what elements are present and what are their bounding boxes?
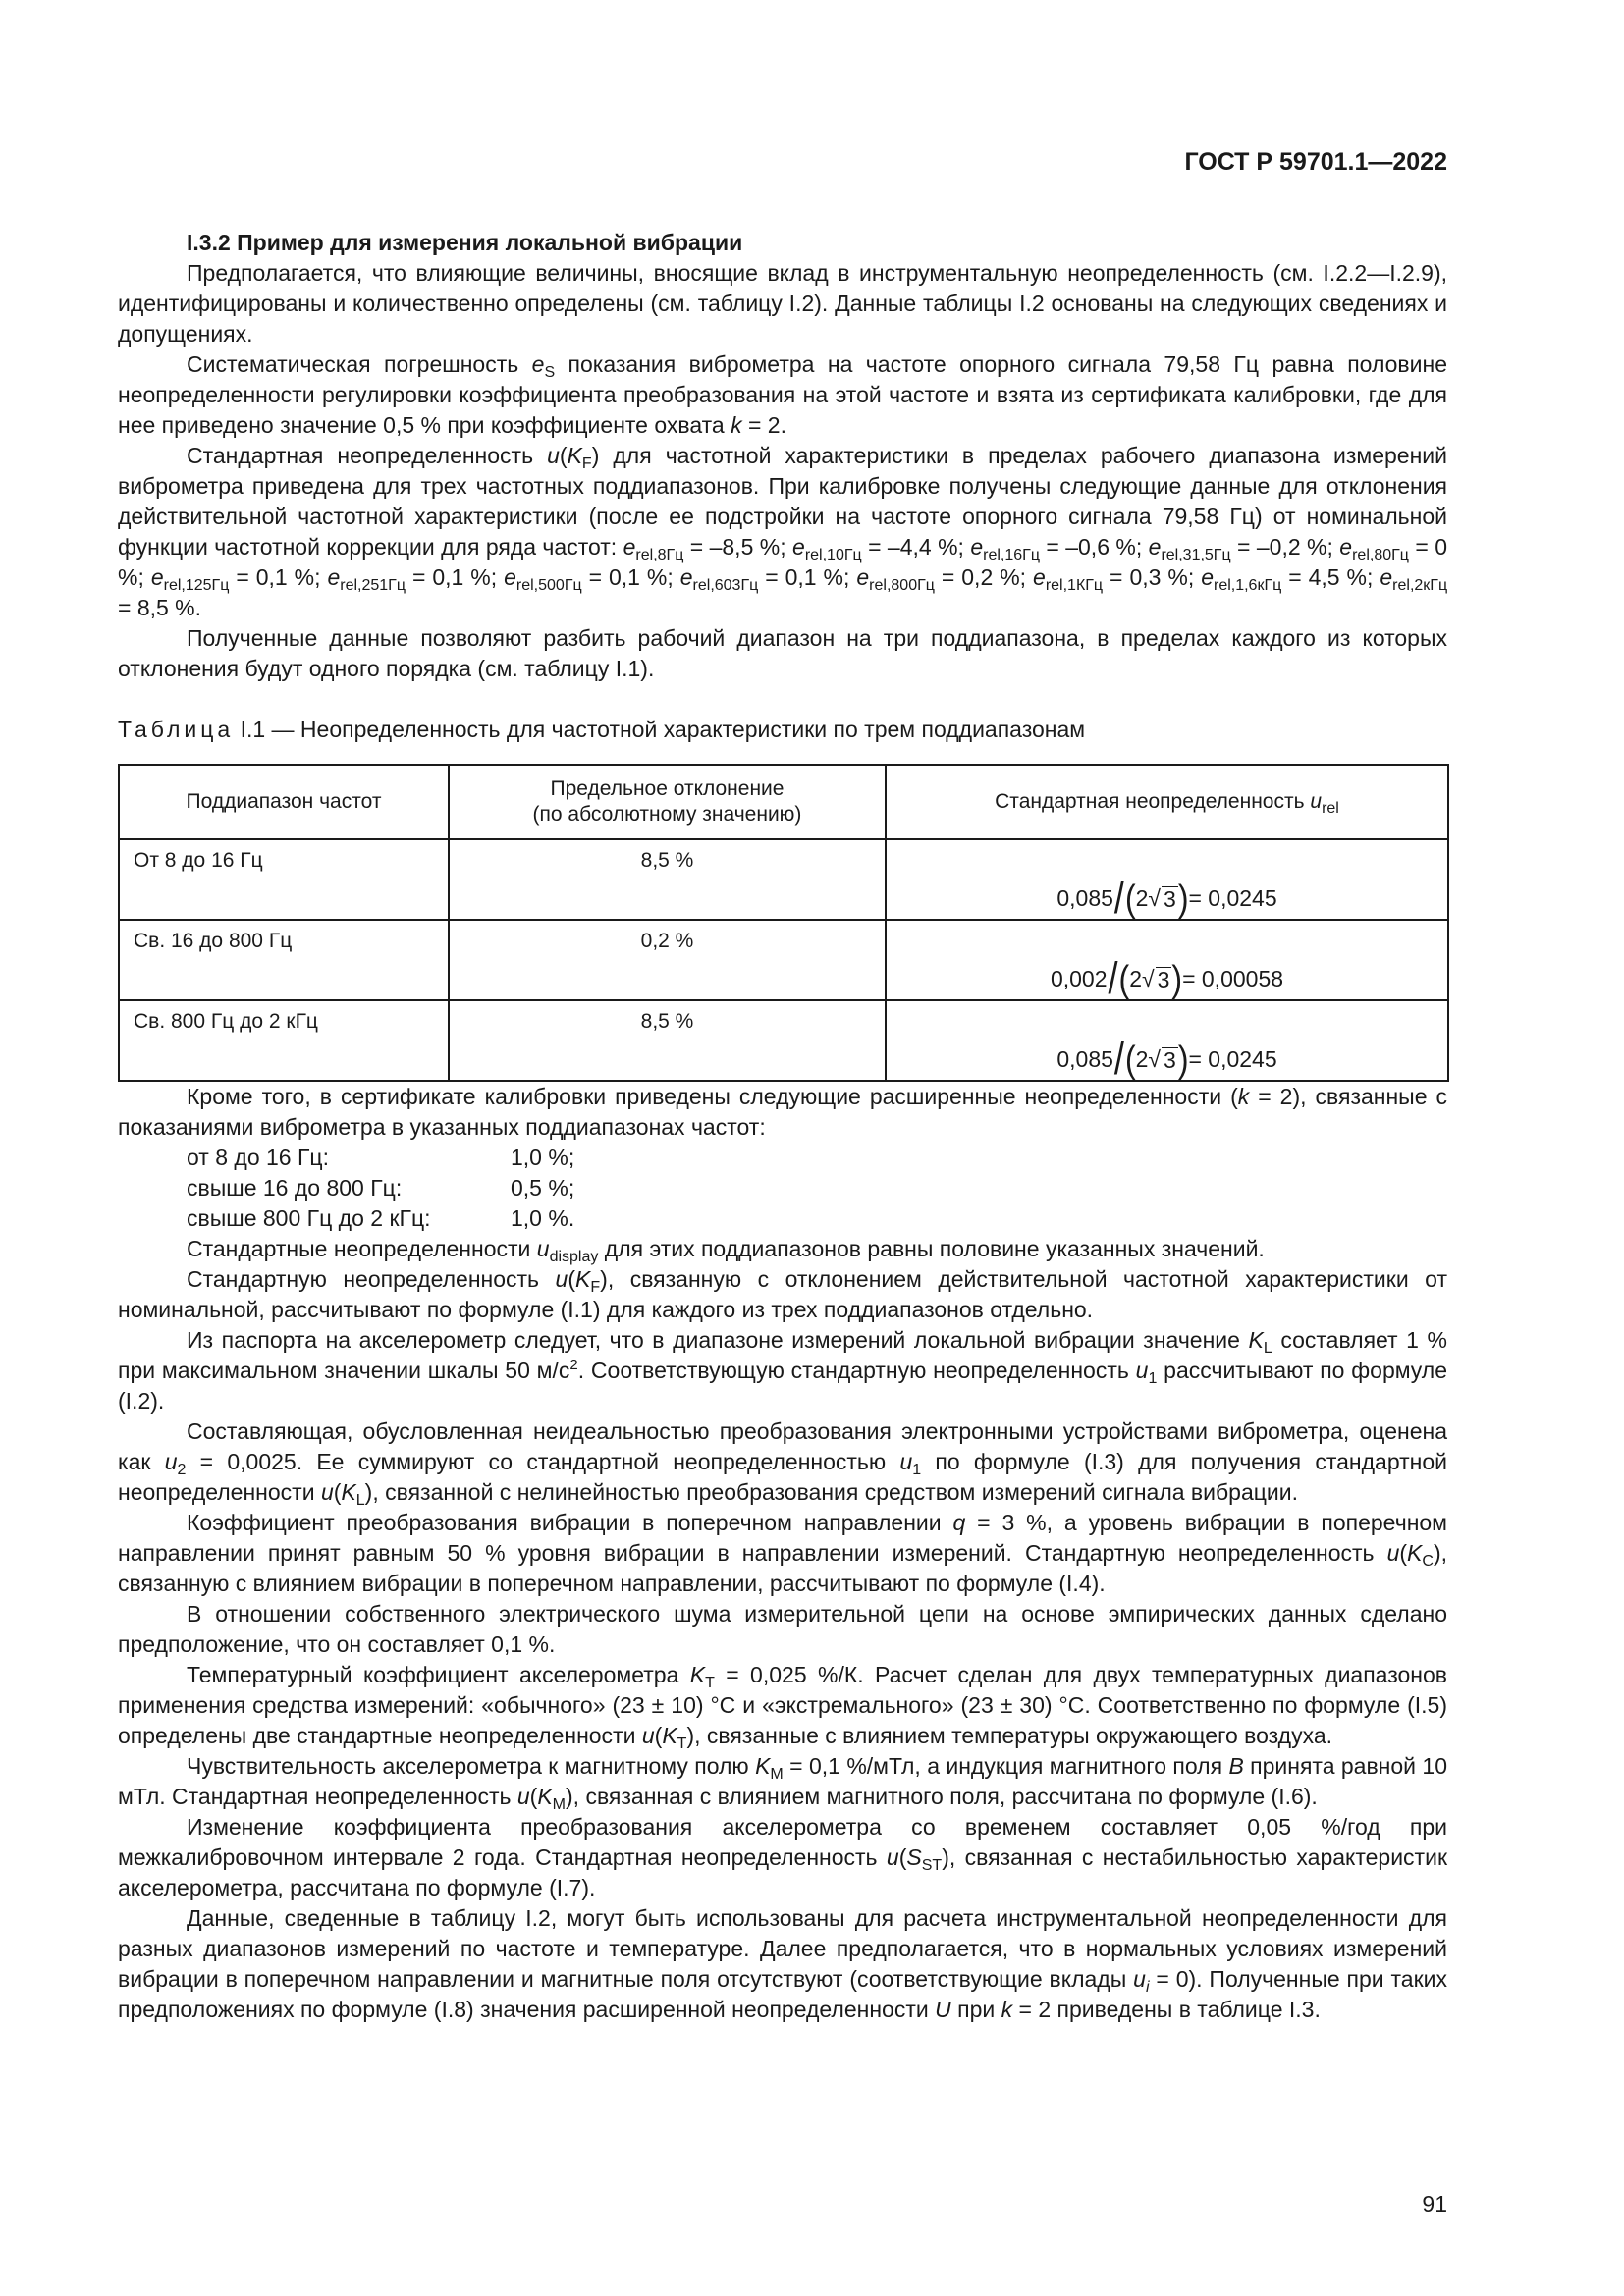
list-item: свыше 16 до 800 Гц: 0,5 %; <box>187 1175 575 1201</box>
deviation-item: $e_{rel,603Гц} = 0,1$ % <box>679 564 844 594</box>
deviation-item: $e_{rel,125Гц} = 0,1$ % <box>150 564 315 594</box>
cell-range: От 8 до 16 Гц <box>119 839 449 920</box>
table-caption: Таблица I.1 — Неопределенность для частотной характеристики по трем поддиапазонам <box>118 717 1086 742</box>
paragraph-transverse-vibration: Коэффициент преобразования вибрации в поперечном направлении q = 3 %, а уровень вибрации в поперечном направлении принят равным 50 % уровня вибрации в направлении измерений. Стандартную неопределенность $u(K_C)$, связанную с влиянием вибрации в поперечном направлении, рассчитывают по формуле (I.4). <box>118 1510 1447 1596</box>
table-header-row <box>119 765 1448 839</box>
page-number: 91 <box>1422 2191 1447 2216</box>
paragraph-stability: Изменение коэффициента преобразования акселерометра со временем составляет 0,05 %/год при межкалибровочном интервале 2 года. Стандартная неопределенность $u(S_{ST})$, связанная с нестабильностью характеристик акселерометра, рассчитана по формуле (I.7). <box>118 1814 1448 1900</box>
table-row <box>119 839 1448 920</box>
subrange-list <box>187 1143 1447 1234</box>
deviation-item: $e_{rel,251Гц} = 0,1$ % <box>327 564 491 594</box>
section-title: I.3.2 Пример для измерения локальной вибрации <box>187 230 743 255</box>
cell-deviation: 8,5 % <box>449 839 886 920</box>
cell-formula: 0,085 / ( 2 √ 3 ) = 0,0245 <box>886 839 1448 920</box>
cell-formula: 0,002 / ( 2 √ 3 ) = 0,00058 <box>886 920 1448 1000</box>
deviation-item: $e_{rel,16Гц} = -0,6$ % <box>970 534 1136 563</box>
deviation-item: $e_{rel,2кГц} = 8,5$ % <box>118 564 1448 620</box>
cell-formula: 0,085 / ( 2 √ 3 ) = 0,0245 <box>886 1000 1448 1081</box>
cell-deviation: 0,2 % <box>449 920 886 1000</box>
paragraph-frequency-response: Стандартная неопределенность $u(K_F)$ для частотной характеристики в пределах рабочего диапазона измерений виброметра приведена для трех частотных поддиапазонов. При калибровке получены следующие данные для отклонения действительной частотной характеристики (после ее подстройки на частоте опорного сигнала 79,58 Гц) от номинальной функции частотной коррекции для ряда частот: $e_{rel,8Гц} = -8,5$ %; $e_{rel,10Гц} = -4,4$ %; $e_{rel,16Гц} = -0,6$ %; $e_{rel,31,5Гц} = -0,2$ %; $e_{rel,80Гц} = 0$ %; $e_{rel,125Гц} = 0,1$ %; $e_{rel,251Гц} = 0,1$ %; $e_{rel,500Гц} = 0,1$ %; $e_{rel,603Гц} = 0,1$ %; $e_{rel,800Гц} = 0,2$ %; $e_{rel,1КГц} = 0,3$ %; $e_{rel,1,6кГц} = 4,5$ %; $e_{rel,2кГц} = 8,5$ %. <box>118 443 1448 620</box>
cell-range: Св. 16 до 800 Гц <box>119 920 449 1000</box>
standard-number: ГОСТ Р 59701.1—2022 <box>1184 148 1447 176</box>
list-item: от 8 до 16 Гц: 1,0 %; <box>187 1145 575 1170</box>
cell-range: Св. 800 Гц до 2 кГц <box>119 1000 449 1081</box>
deviation-item: $e_{rel,31,5Гц} = -0,2$ % <box>1148 534 1327 563</box>
paragraph-accelerometer-passport: Из паспорта на акселерометр следует, что в диапазоне измерений локальной вибрации значение $K_L$ составляет 1 % при максимальном значении шкалы 50 $м/с^2$. Соответствующую стандартную неопределенность $u_1$ рассчитывают по формуле (I.2). <box>118 1327 1448 1414</box>
header-standard-uncertainty: Стандартная неопределенность $u_{rel}$ <box>886 765 1448 839</box>
paragraph-systematic-error: Систематическая погрешность $e_S$ показания виброметра на частоте опорного сигнала 79,58 Гц равна половине неопределенности регулировки коэффициента преобразования на этой частоте и взята из сертификата калибровки, где для нее приведено значение 0,5 % при коэффициенте охвата k = 2. <box>118 351 1447 438</box>
header-frequency-subrange: Поддиапазон частот <box>119 765 449 839</box>
uncertainty-table <box>118 764 1449 1082</box>
deviation-item: $e_{rel,800Гц} = 0,2$ % <box>856 564 1020 594</box>
paragraph-expanded-uncertainties: Кроме того, в сертификате калибровки приведены следующие расширенные неопределенности (k = 2), связанные с показаниями виброметра в указанных поддиапазонах частот: <box>118 1084 1448 1140</box>
list-item: свыше 800 Гц до 2 кГц: 1,0 %. <box>187 1205 575 1231</box>
table-row <box>119 920 1448 1000</box>
paragraph-electrical-noise: В отношении собственного электрического шума измерительной цепи на основе эмпирических данных сделано предположение, что он составляет 0,1 %. <box>118 1601 1447 1657</box>
header-limit-deviation: Предельное отклонение (по абсолютному значению) <box>449 765 886 839</box>
deviation-item: $e_{rel,1,6кГц} = 4,5$ % <box>1201 564 1368 594</box>
paragraph-magnetic-field: Чувствительность акселерометра к магнитному полю $K_M = 0,1$ %/мТл, а индукция магнитного поля B принята равной 10 мТл. Стандартная неопределенность $u(K_M)$, связанная с влиянием магнитного поля, рассчитана по формуле (I.6). <box>118 1753 1447 1813</box>
paragraph-subranges: Полученные данные позволяют разбить рабочий диапазон на три поддиапазона, в пределах каждого из которых отклонения будут одного порядка (см. таблицу I.1). <box>118 625 1447 681</box>
cell-deviation: 8,5 % <box>449 1000 886 1081</box>
deviation-list: $e_{rel,8Гц} = -8,5$ %; $e_{rel,10Гц} = -4,4$ %; $e_{rel,16Гц} = -0,6$ %; $e_{rel,31,5Гц} = -0,2$ %; $e_{rel,80Гц} = 0$ %; $e_{rel,125Гц} = 0,1$ %; $e_{rel,251Гц} = 0,1$ %; $e_{rel,500Гц} = 0,1$ %; $e_{rel,603Гц} = 0,1$ %; $e_{rel,800Гц} = 0,2$ %; $e_{rel,1КГц} = 0,3$ %; $e_{rel,1,6кГц} = 4,5$ %; $e_{rel,2кГц} = 8,5$ %. <box>118 534 1448 620</box>
paragraph-conclusion: Данные, сведенные в таблицу I.2, могут быть использованы для расчета инструментальной неопределенности для разных диапазонов измерений по частоте и температуре. Далее предполагается, что в нормальных условиях измерений вибрации в поперечном направлении и магнитные поля отсутствуют (соответствующие вклады $u_i = 0$). Полученные при таких предположениях по формуле (I.8) значения расширенной неопределенности U при k = 2 приведены в таблице I.3. <box>118 1905 1447 2022</box>
paragraph-assumptions: Предполагается, что влияющие величины, вносящие вклад в инструментальную неопределенность (см. I.2.2—I.2.9), идентифицированы и количественно определены (см. таблицу I.2). Данные таблицы I.2 основаны на следующих сведениях и допущениях. <box>118 260 1447 347</box>
page-content <box>118 228 1447 2025</box>
deviation-item: $e_{rel,500Гц} = 0,1$ % <box>504 564 668 594</box>
paragraph-nonlinearity: Составляющая, обусловленная неидеальностью преобразования электронными устройствами виброметра, оценена как $u_2 = 0,0025$. Ее суммируют со стандартной неопределенностью $u_1$ по формуле (I.3) для получения стандартной неопределенности $u(K_L)$, связанной с нелинейностью преобразования средством измерений сигнала вибрации. <box>118 1418 1447 1509</box>
deviation-item: $e_{rel,8Гц} = -8,5$ % <box>623 534 781 563</box>
table-row <box>119 1000 1448 1081</box>
deviation-item: $e_{rel,1КГц} = 0,3$ % <box>1033 564 1188 594</box>
paragraph-temperature: Температурный коэффициент акселерометра $K_T = 0,025$ %/К. Расчет сделан для двух температурных диапазонов применения средства измерений: «обычного» (23 ± 10) °C и «экстремального» (23 ± 30) °C. Соответственно по формуле (I.5) определены две стандартные неопределенности $u(K_T)$, связанные с влиянием температуры окружающего воздуха. <box>118 1662 1447 1752</box>
paragraph-display-uncertainty: Стандартные неопределенности $u_{display}$ для этих поддиапазонов равны половине указанных значений. <box>187 1236 1265 1265</box>
deviation-item: $e_{rel,10Гц} = -4,4$ % <box>792 534 958 563</box>
paragraph-uKF: Стандартную неопределенность $u(K_F)$, связанную с отклонением действительной частотной характеристики от номинальной, рассчитывают по формуле (I.1) для каждого из трех поддиапазонов отдельно. <box>118 1266 1447 1322</box>
deviation-item: $e_{rel,80Гц} = 0$ % <box>118 534 1447 590</box>
